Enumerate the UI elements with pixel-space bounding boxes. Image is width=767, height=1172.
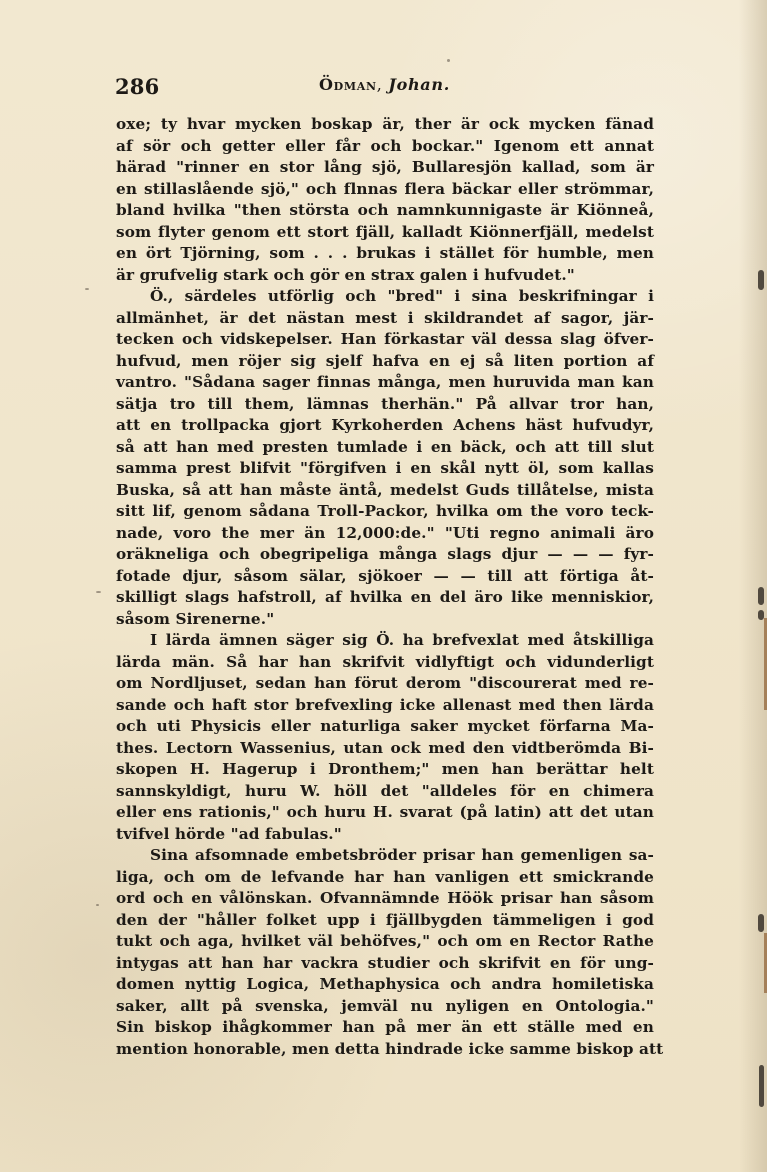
- paper-speck: [96, 591, 101, 593]
- running-head-given-name: Johan.: [388, 75, 450, 94]
- paper-speck: [96, 904, 99, 906]
- text-line: ord och en vålönskan. Ofvannämnde Höök prisar han såsom: [116, 889, 654, 907]
- running-head: [319, 75, 450, 94]
- page-edge: [739, 0, 767, 1172]
- text-line: Ö., särdeles utförlig och "bred" i sina beskrifningar i: [150, 287, 654, 305]
- page-number: 286: [115, 74, 160, 99]
- text-line: skilligt slags hafstroll, af hvilka en del äro like menniskior,: [116, 588, 654, 606]
- text-line: af sör och getter eller får och bockar." Igenom ett annat: [116, 136, 654, 155]
- text-line: tecken och vidskepelser. Han förkastar väl dessa slag öfver-: [116, 330, 654, 348]
- text-line: tvifvel hörde "ad fabulas.": [116, 824, 342, 843]
- text-line: intygas att han har vackra studier och skrifvit en för ung-: [116, 953, 654, 972]
- text-line: fotade djur, såsom sälar, sjökoer — — till att förtiga åt-: [116, 566, 654, 585]
- running-head-comma: ,: [376, 75, 389, 94]
- text-line: om Nordljuset, sedan han förut derom "discourerat med re-: [116, 674, 654, 692]
- text-line: är grufvelig stark och gör en strax galen i hufvudet.": [116, 265, 575, 284]
- text-line: sätja tro till them, lämnas therhän." På allvar tror han,: [116, 394, 654, 413]
- text-line: en stillaslående sjö," och flnnas flera bäckar eller strömmar,: [116, 179, 654, 198]
- text-line: Sin biskop ihågkommer han på mer än ett ställe med en: [116, 1018, 654, 1036]
- edge-ink-mark: [758, 270, 764, 290]
- text-line: en ört Tjörning, som . . . brukas i stället för humble, men: [116, 244, 654, 262]
- text-line: nade, voro the mer än 12,000:de." "Uti regno animali äro: [116, 523, 654, 542]
- edge-ink-mark: [758, 587, 764, 605]
- text-line: sannskyldigt, huru W. höll det "alldeles för en chimera: [116, 781, 654, 800]
- text-line: eller ens rationis," och huru H. svarat (på latin) att det utan: [116, 803, 654, 821]
- text-line: sande och haft stor brefvexling icke allenast med then lärda: [116, 695, 654, 714]
- text-line: att en trollpacka gjort Kyrkoherden Achens häst hufvudyr,: [116, 416, 654, 434]
- text-line: samma prest blifvit "förgifven i en skål nytt öl, som kallas: [116, 459, 654, 477]
- text-line: lärda män. Så har han skrifvit vidlyftigt och vidunderligt: [116, 652, 654, 671]
- text-line: härad "rinner en stor lång sjö, Bullaresjön kallad, som är: [116, 158, 654, 176]
- running-head-surname: Ödman: [319, 75, 377, 94]
- text-line: I lärda ämnen säger sig Ö. ha brefvexlat med åtskilliga: [150, 631, 654, 649]
- text-line: mention honorable, men detta hindrade icke samme biskop att: [116, 1039, 664, 1058]
- text-line: saker, allt på svenska, jemväl nu nyligen en Ontologia.": [116, 996, 654, 1015]
- text-line: allmänhet, är det nästan mest i skildrandet af sagor, jär-: [116, 308, 654, 327]
- edge-ink-mark: [759, 1065, 764, 1107]
- text-line: tukt och aga, hvilket väl behöfves," och om en Rector Rathe: [116, 932, 654, 950]
- paper-speck: [85, 288, 89, 290]
- text-line: Buska, så att han måste äntå, medelst Guds tillåtelse, mista: [116, 480, 654, 499]
- text-line: oräkneliga och obegripeliga många slags djur — — — fyr-: [116, 545, 654, 563]
- text-line: skopen H. Hagerup i Dronthem;" men han berättar helt: [116, 760, 654, 778]
- text-line: den der "håller folket upp i fjällbygden tämmeligen i god: [116, 910, 654, 929]
- text-line: vantro. "Sådana sager finnas många, men huruvida man kan: [116, 373, 654, 391]
- text-line: domen nyttig Logica, Methaphysica och andra homiletiska: [116, 975, 654, 993]
- text-line: oxe; ty hvar mycken boskap är, ther är ock mycken fänad: [116, 115, 654, 133]
- text-line: bland hvilka "then största och namnkunnigaste är Kiönneå,: [116, 201, 654, 219]
- page-header: [0, 74, 767, 98]
- text-line: thes. Lectorn Wassenius, utan ock med den vidtberömda Bi-: [116, 738, 654, 757]
- paper-speck: [447, 59, 450, 62]
- text-line: som flyter genom ett stort fjäll, kalladt Kiönnerfjäll, medelst: [116, 222, 654, 241]
- text-line: Sina afsomnade embetsbröder prisar han gemenligen sa-: [150, 846, 654, 864]
- text-line: sitt lif, genom sådana Troll-Packor, hvilka om the voro teck-: [116, 502, 654, 520]
- text-line: liga, och om de lefvande har han vanligen ett smickrande: [116, 867, 654, 886]
- edge-ink-mark: [758, 914, 764, 932]
- text-line: hufvud, men röjer sig sjelf hafva en ej så liten portion af: [116, 351, 654, 370]
- text-line: så att han med presten tumlade i en bäck, och att till slut: [116, 437, 654, 456]
- body-text: [116, 114, 664, 1060]
- text-line: såsom Sirenerne.": [116, 609, 275, 628]
- text-line: och uti Physicis eller naturliga saker mycket förfarna Ma-: [116, 717, 654, 735]
